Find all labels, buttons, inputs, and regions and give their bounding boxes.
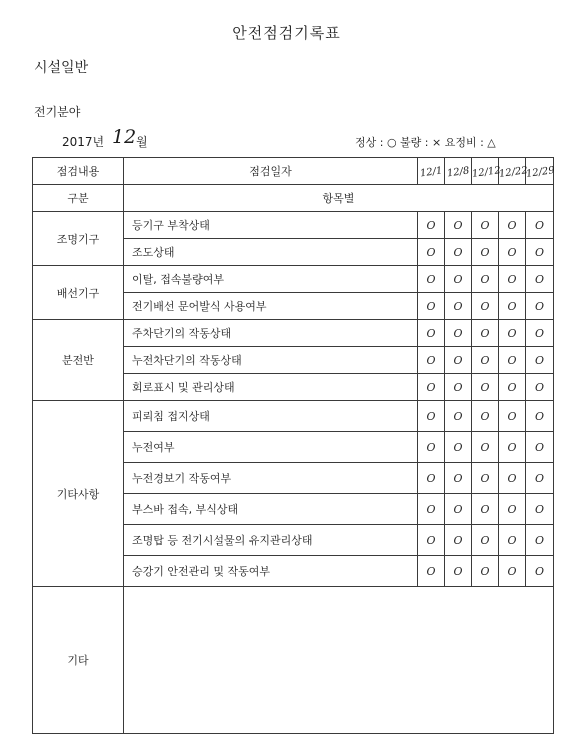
section-heading: 시설일반 — [34, 60, 89, 76]
check-mark: O — [418, 212, 445, 239]
check-mark: O — [526, 320, 554, 347]
check-mark: O — [472, 374, 499, 401]
check-mark: O — [526, 401, 554, 432]
table-row — [33, 320, 554, 347]
check-mark: O — [472, 525, 499, 556]
item-label: 승강기 안전관리 및 작동여부 — [124, 556, 418, 587]
check-mark: O — [445, 347, 472, 374]
item-subheader: 항목별 — [124, 185, 554, 212]
item-label: 전기배선 문어발식 사용여부 — [124, 293, 418, 320]
check-mark: O — [499, 525, 526, 556]
date-label: 12/22 — [498, 164, 529, 180]
check-mark: O — [418, 266, 445, 293]
date-cell-5 — [526, 158, 554, 185]
check-mark: O — [472, 432, 499, 463]
year-label: 2017년 — [62, 135, 105, 149]
check-mark: O — [472, 212, 499, 239]
table-body — [33, 158, 554, 734]
category-subheader: 구분 — [33, 185, 124, 212]
item-label: 조도상태 — [124, 239, 418, 266]
check-mark: O — [418, 525, 445, 556]
item-label: 누전경보기 작동여부 — [124, 463, 418, 494]
check-mark: O — [418, 556, 445, 587]
item-column-header: 점검내용 — [33, 158, 124, 185]
item-label: 이탈, 접속불량여부 — [124, 266, 418, 293]
check-mark: O — [445, 525, 472, 556]
check-mark: O — [526, 374, 554, 401]
check-mark: O — [526, 266, 554, 293]
date-label: 12/29 — [525, 164, 556, 180]
other-label: 기타 — [33, 587, 124, 734]
check-mark: O — [526, 239, 554, 266]
check-mark: O — [418, 494, 445, 525]
date-label: 12/8 — [446, 164, 470, 180]
month-handwritten: 12 — [112, 126, 137, 148]
item-label: 등기구 부착상태 — [124, 212, 418, 239]
check-mark: O — [526, 494, 554, 525]
check-mark: O — [499, 320, 526, 347]
item-label: 피뢰침 접지상태 — [124, 401, 418, 432]
other-notes-field[interactable] — [124, 587, 554, 734]
check-mark: O — [418, 374, 445, 401]
section-subheading: 전기분야 — [34, 105, 81, 119]
category-cell: 조명기구 — [33, 212, 124, 266]
check-mark: O — [499, 239, 526, 266]
header-row — [33, 158, 554, 185]
other-row — [33, 587, 554, 734]
check-mark: O — [526, 463, 554, 494]
date-column-header: 점검일자 — [124, 158, 418, 185]
check-mark: O — [472, 347, 499, 374]
check-mark: O — [445, 212, 472, 239]
status-legend: 정상 : ○ 불량 : × 요정비 : △ — [355, 136, 496, 149]
item-label: 누전차단기의 작동상태 — [124, 347, 418, 374]
check-mark: O — [445, 463, 472, 494]
check-mark: O — [526, 432, 554, 463]
check-mark: O — [499, 212, 526, 239]
inspection-table — [32, 157, 554, 734]
check-mark: O — [526, 525, 554, 556]
check-mark: O — [472, 556, 499, 587]
item-label: 회로표시 및 관리상태 — [124, 374, 418, 401]
check-mark: O — [445, 374, 472, 401]
check-mark: O — [418, 347, 445, 374]
item-label: 부스바 접속, 부식상태 — [124, 494, 418, 525]
check-mark: O — [445, 494, 472, 525]
check-mark: O — [418, 401, 445, 432]
check-mark: O — [499, 374, 526, 401]
check-mark: O — [472, 266, 499, 293]
check-mark: O — [499, 293, 526, 320]
date-cell-3 — [471, 158, 502, 185]
table-row — [33, 212, 554, 239]
check-mark: O — [526, 293, 554, 320]
check-mark: O — [418, 320, 445, 347]
check-mark: O — [499, 556, 526, 587]
check-mark: O — [472, 494, 499, 525]
table-row — [33, 266, 554, 293]
date-cell-1 — [418, 158, 445, 185]
check-mark: O — [499, 266, 526, 293]
check-mark: O — [472, 463, 499, 494]
check-mark: O — [526, 556, 554, 587]
check-mark: O — [445, 320, 472, 347]
check-mark: O — [418, 239, 445, 266]
check-mark: O — [445, 266, 472, 293]
month-unit: 월 — [136, 135, 148, 149]
check-mark: O — [445, 293, 472, 320]
check-mark: O — [472, 293, 499, 320]
category-cell: 배선기구 — [33, 266, 124, 320]
item-label: 누전여부 — [124, 432, 418, 463]
date-cell-4 — [498, 158, 529, 185]
check-mark: O — [445, 401, 472, 432]
check-mark: O — [418, 463, 445, 494]
check-mark: O — [445, 239, 472, 266]
check-mark: O — [499, 494, 526, 525]
page-title: 안전점검기록표 — [232, 24, 341, 42]
table-row — [33, 401, 554, 432]
category-cell: 분전반 — [33, 320, 124, 401]
category-cell: 기타사항 — [33, 401, 124, 587]
check-mark: O — [472, 320, 499, 347]
check-mark: O — [526, 212, 554, 239]
date-label: 12/12 — [471, 164, 502, 180]
check-mark: O — [499, 432, 526, 463]
date-label: 12/1 — [419, 164, 443, 180]
check-mark: O — [445, 556, 472, 587]
check-mark: O — [472, 401, 499, 432]
check-mark: O — [526, 347, 554, 374]
check-mark: O — [499, 347, 526, 374]
check-mark: O — [418, 293, 445, 320]
item-label: 조명탑 등 전기시설물의 유지관리상태 — [124, 525, 418, 556]
check-mark: O — [418, 432, 445, 463]
check-mark: O — [499, 463, 526, 494]
item-label: 주차단기의 작동상태 — [124, 320, 418, 347]
check-mark: O — [472, 239, 499, 266]
check-mark: O — [499, 401, 526, 432]
check-mark: O — [445, 432, 472, 463]
subheader-row — [33, 185, 554, 212]
date-cell-2 — [445, 158, 472, 185]
